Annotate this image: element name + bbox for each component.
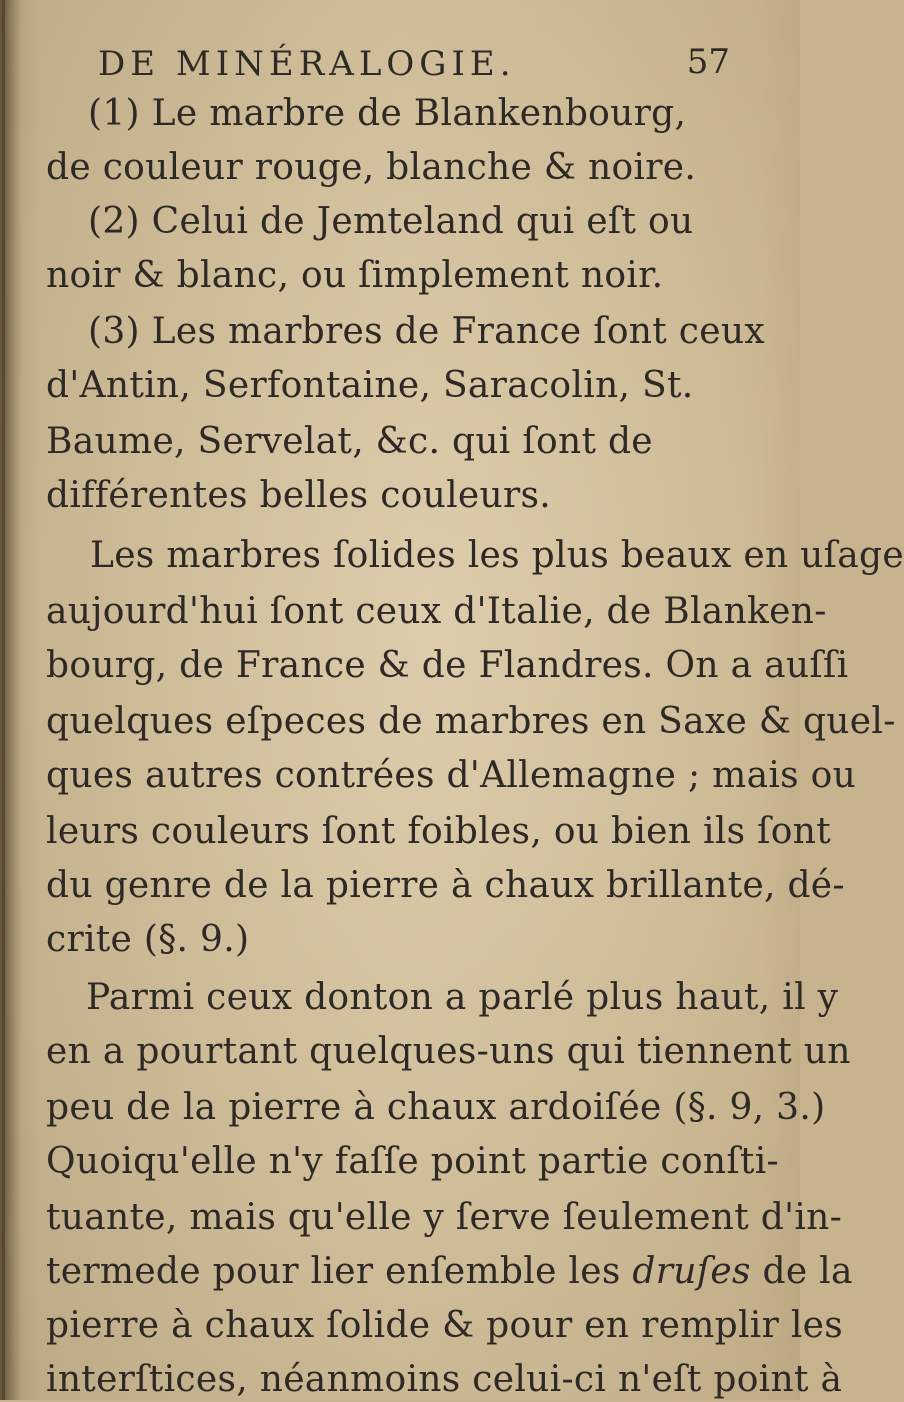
text-line-24: interſtices, néanmoins celui-ci n'eſt point à: [46, 1359, 843, 1400]
italic-word-druses: druſes: [632, 1251, 751, 1292]
text-line-4: noir & blanc, ou ſimplement noir.: [46, 255, 664, 296]
text-line-19: peu de la pierre à chaux ardoiſée (§. 9, 3.): [46, 1087, 826, 1128]
text-line-15: du genre de la pierre à chaux brillante, dé-: [46, 865, 845, 906]
text-line-7: Baume, Servelat, &c. qui ſont de: [46, 421, 653, 462]
text-line-17: Parmi ceux donton a parlé plus haut, il y: [86, 977, 839, 1018]
text-line-6: d'Antin, Serfontaine, Saracolin, St.: [46, 365, 694, 406]
text-line-22-start: termede pour lier enſemble les: [46, 1251, 621, 1292]
text-line-18: en a pourtant quelques-uns qui tiennent un: [46, 1031, 851, 1072]
text-line-23: pierre à chaux ſolide & pour en remplir les: [46, 1305, 844, 1346]
text-line-8: différentes belles couleurs.: [46, 475, 552, 516]
running-title: DE MINÉRALOGIE.: [98, 44, 516, 84]
text-line-20: Quoiqu'elle n'y faſſe point partie conſti-: [46, 1141, 780, 1182]
text-line-3: (2) Celui de Jemteland qui eſt ou: [88, 201, 694, 242]
page-gutter-edge: [2, 0, 5, 1400]
text-line-21: tuante, mais qu'elle y ſerve ſeulement d'in-: [46, 1197, 843, 1238]
running-head: [90, 38, 730, 88]
text-line-9: Les marbres ſolides les plus beaux en uſage: [90, 535, 904, 576]
text-line-1: (1) Le marbre de Blankenbourg,: [88, 93, 687, 134]
text-line-2: de couleur rouge, blanche & noire.: [46, 147, 697, 188]
text-line-5: (3) Les marbres de France ſont ceux: [88, 311, 765, 352]
text-line-12: quelques eſpeces de marbres en Saxe & quel-: [46, 701, 896, 742]
page-number: 57: [686, 42, 730, 82]
text-line-16: crite (§. 9.): [46, 919, 250, 960]
text-line-10: aujourd'hui ſont ceux d'Italie, de Blanken-: [46, 591, 827, 632]
text-line-13: ques autres contrées d'Allemagne ; mais ou: [46, 755, 857, 796]
text-line-11: bourg, de France & de Flandres. On a auſſi: [46, 645, 849, 686]
text-line-22-end: de la: [762, 1251, 853, 1292]
text-line-14: leurs couleurs ſont foibles, ou bien ils ſont: [46, 811, 832, 852]
text-line-22: [46, 1250, 853, 1294]
